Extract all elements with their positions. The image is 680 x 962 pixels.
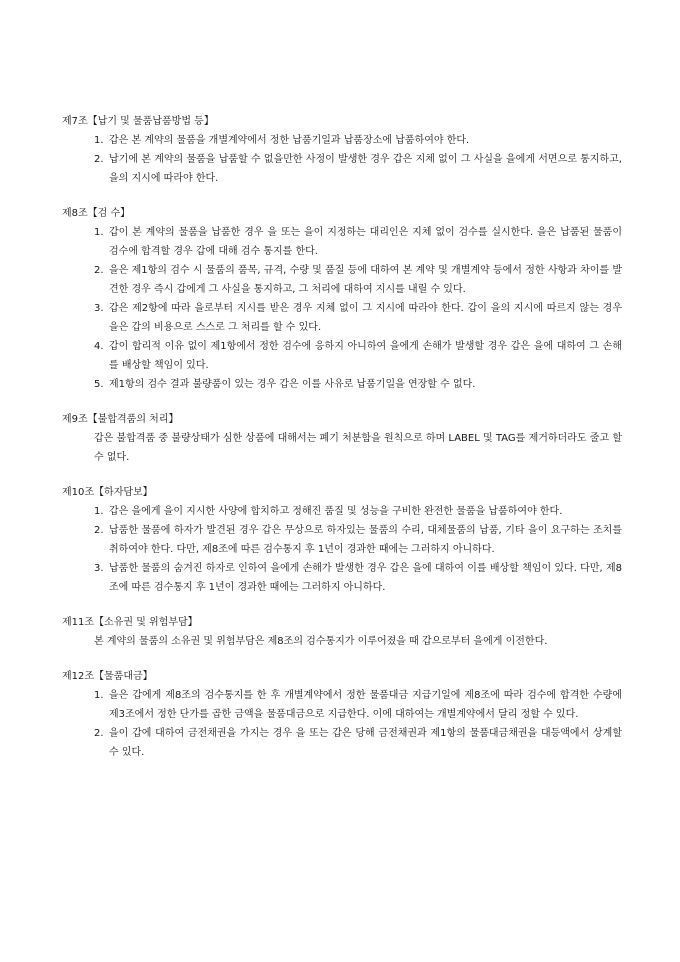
list-item (62, 150, 622, 188)
item-number: 2. (94, 525, 104, 536)
article-heading: 제10조【하자담보】 (62, 487, 153, 498)
list-item (62, 337, 622, 375)
item-number: 1. (94, 690, 104, 701)
item-text: 을은 제1항의 검수 시 물품의 품목, 규격, 수량 및 품질 등에 대하여 본 계약 및 개별계약 등에서 정한 사항과 차이를 발견한 경우 즉시 갑에게 그 사실을 통지하고, 그 처리에 대하여 지시를 내릴 수 있다. (109, 265, 622, 295)
article-7 (62, 112, 622, 188)
list-item (62, 261, 622, 299)
article-8 (62, 204, 622, 394)
item-number: 1. (94, 135, 104, 146)
article-items (62, 686, 622, 762)
article-9 (62, 410, 622, 467)
list-item (62, 686, 622, 724)
article-11 (62, 613, 622, 651)
item-text: 을은 갑에게 제8조의 검수통지를 한 후 개별계약에서 정한 물품대금 지급기일에 제8조에 따라 검수에 합격한 수량에 제3조에서 정한 단가를 곱한 금액을 물품대금으로 지급한다. 이에 대하여는 개별계약에서 달리 정할 수 있다. (109, 690, 622, 720)
item-text: 갑은 본 계약의 물품을 개별계약에서 정한 납품기일과 납품장소에 납품하여야 한다. (109, 135, 470, 146)
article-12 (62, 667, 622, 762)
item-number: 3. (94, 563, 104, 574)
list-item (62, 521, 622, 559)
item-number: 4. (94, 341, 104, 352)
item-number: 3. (94, 303, 104, 314)
list-item (62, 299, 622, 337)
item-text: 갑이 합리적 이유 없이 제1항에서 정한 검수에 응하지 아니하여 을에게 손해가 발생할 경우 갑은 을에 대하여 그 손해를 배상할 책임이 있다. (109, 341, 622, 371)
article-heading: 제7조【납기 및 물품납품방법 등】 (62, 116, 214, 127)
item-text: 갑은 제2항에 따라 을로부터 지시를 받은 경우 지체 없이 그 지시에 따라야 한다. 갑이 을의 지시에 따르지 않는 경우 을은 갑의 비용으로 스스로 그 처리를 할 수 있다. (109, 303, 622, 333)
article-heading: 제11조【소유권 및 위험부담】 (62, 617, 198, 628)
item-number: 2. (94, 265, 104, 276)
item-number: 2. (94, 728, 104, 739)
article-paragraph: 본 계약의 물품의 소유권 및 위험부담은 제8조의 검수통지가 이루어졌을 때 갑으로부터 을에게 이전한다. (94, 636, 548, 647)
item-text: 제1항의 검수 결과 불량품이 있는 경우 갑은 이를 사유로 납품기일을 연장할 수 없다. (109, 379, 476, 390)
article-10 (62, 483, 622, 597)
item-text: 갑이 본 계약의 물품을 납품한 경우 을 또는 을이 지정하는 대리인은 지체 없이 검수를 실시한다. 을은 납품된 물품이 검수에 합격할 경우 갑에 대해 검수 통지를 한다. (109, 227, 622, 257)
article-heading: 제8조【검 수】 (62, 208, 131, 219)
article-items (62, 502, 622, 597)
list-item (62, 724, 622, 762)
article-heading: 제12조【물품대금】 (62, 671, 153, 682)
article-heading: 제9조【불합격품의 처리】 (62, 414, 179, 425)
item-text: 납품한 물품에 하자가 발견된 경우 갑은 무상으로 하자있는 물품의 수리, 대체물품의 납품, 기타 을이 요구하는 조치를 취하여야 한다. 다만, 제8조에 따른 검수통지 후 1년이 경과한 때에는 그러하지 아니하다. (109, 525, 622, 555)
article-items (62, 131, 622, 188)
item-number: 1. (94, 227, 104, 238)
item-text: 납품한 물품의 숨겨진 하자로 인하여 을에게 손해가 발생한 경우 갑은 을에 대하여 이를 배상할 책임이 있다. 다만, 제8조에 따른 검수통지 후 1년이 경과한 때에는 그러하지 아니하다. (109, 563, 622, 593)
item-number: 2. (94, 154, 104, 165)
item-text: 갑은 을에게 을이 지시한 사양에 합치하고 정해진 품질 및 성능을 구비한 완전한 물품을 납품하여야 한다. (109, 506, 563, 517)
item-text: 납기에 본 계약의 물품을 납품할 수 없을만한 사정이 발생한 경우 갑은 지체 없이 그 사실을 을에게 서면으로 통지하고, 을의 지시에 따라야 한다. (109, 154, 622, 184)
list-item (62, 502, 622, 521)
item-number: 1. (94, 506, 104, 517)
item-text: 을이 갑에 대하여 금전채권을 가지는 경우 을 또는 갑은 당해 금전채권과 제1항의 물품대금채권을 대등액에서 상계할 수 있다. (109, 728, 622, 758)
list-item (62, 559, 622, 597)
article-items (62, 223, 622, 394)
article-paragraph: 갑은 불합격품 중 불량상태가 심한 상품에 대해서는 폐기 처분함을 원칙으로 하며 LABEL 및 TAG를 제거하더라도 줄고 할 수 없다. (94, 433, 622, 463)
list-item (62, 131, 622, 150)
item-number: 5. (94, 379, 104, 390)
list-item (62, 223, 622, 261)
list-item (62, 375, 622, 394)
